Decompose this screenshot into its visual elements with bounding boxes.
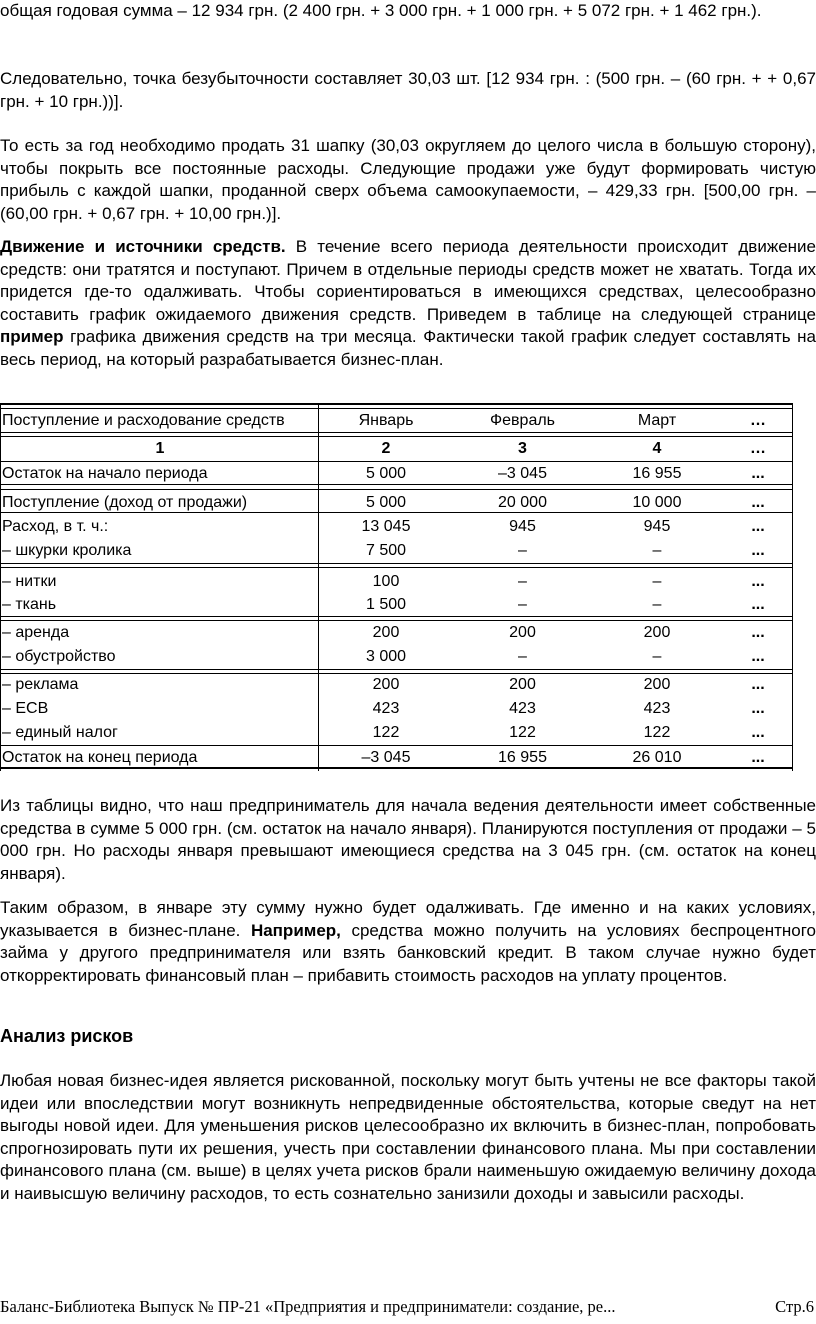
paragraph-table-analysis bbox=[0, 795, 816, 885]
table-header-cell: Январь bbox=[358, 412, 414, 429]
page-footer bbox=[0, 1297, 816, 1317]
table-cell: 7 500 bbox=[365, 542, 407, 559]
table-cell: 26 010 bbox=[632, 749, 682, 766]
table-cell: – единый налог bbox=[2, 724, 118, 741]
emphasis-text: пример bbox=[0, 327, 64, 346]
table-cell: 3 bbox=[518, 440, 527, 457]
table-cell: 423 bbox=[509, 700, 536, 717]
table-cell: 1 bbox=[155, 440, 165, 457]
table-cell: –3 045 bbox=[361, 749, 411, 766]
paragraph-text: В течение всего периода деятельности происходит движение средств: они тратятся и поступают. Причем в отдельные периоды средств может не хватать. Тогда их придется где-то одалживать. Чтобы сориентироваться в имеющихся средствах, целесообразно составить график ожидаемого движения средств. Приведем в таблице на следующей странице bbox=[0, 237, 816, 324]
paragraph-risk-analysis bbox=[0, 1070, 816, 1205]
paragraph-text: графика движения средств на три месяца. Фактически такой график следует составлять на весь период, на который разрабатывается бизнес-план. bbox=[0, 327, 816, 369]
table-numbering-row bbox=[0, 438, 793, 459]
table-cell: 16 955 bbox=[498, 749, 547, 766]
table-cell: 16 955 bbox=[632, 465, 682, 482]
table-border-left bbox=[0, 403, 1, 771]
table-row bbox=[0, 674, 793, 695]
table-cell: ... bbox=[751, 724, 765, 741]
table-row bbox=[0, 571, 793, 592]
table-cell: – bbox=[518, 542, 527, 559]
table-rule bbox=[0, 436, 793, 437]
page-number: Стр.6 bbox=[775, 1297, 814, 1316]
paragraph-text: Таким образом, в январе эту сумму нужно будет одалживать. Где именно и на каких условиях, указывается в бизнес-плане. bbox=[0, 898, 816, 940]
paragraph-break-even bbox=[0, 68, 816, 113]
table-cell: 122 bbox=[509, 724, 536, 741]
table-row bbox=[0, 646, 793, 667]
table-cell: – bbox=[652, 596, 662, 613]
table-cell: 122 bbox=[643, 724, 671, 741]
table-cell: – ткань bbox=[2, 596, 57, 613]
table-cell: 10 000 bbox=[632, 494, 682, 511]
table-rule bbox=[0, 745, 793, 746]
table-cell: … bbox=[750, 440, 766, 457]
table-cell: 3 000 bbox=[365, 648, 407, 665]
footer-text: Баланс-Библиотека Выпуск № ПР-21 «Предприятия и предприниматели: создание, ре... bbox=[0, 1297, 616, 1316]
table-cell: 1 500 bbox=[365, 596, 407, 613]
table-cell: ... bbox=[751, 676, 765, 693]
table-rule bbox=[0, 567, 793, 568]
table-rule bbox=[0, 616, 793, 617]
paragraph-text: средства можно получить на условиях беспроцентного займа у другого предпринимателя или взять банковский кредит. В таком случае нужно будет откорректировать финансовый план – прибавить стоимость расходов на уплату процентов. bbox=[0, 920, 816, 985]
table-cell: – bbox=[652, 573, 662, 590]
paragraph-annual-sum bbox=[0, 0, 816, 23]
paragraph-text: То есть за год необходимо продать 31 шапку (30,03 округляем до целого числа в большую сторону), чтобы покрыть все постоянные расходы. Следующие продажи уже будут формировать чистую прибыль с каждой шапки, проданной сверх объема самоокупаемости, – 429,33 грн. [500,00 грн. – (60,00 грн. + 0,67 грн. + 10,00 грн.)]. bbox=[0, 136, 816, 223]
table-cell: ... bbox=[751, 596, 765, 613]
table-cell: Остаток на начало периода bbox=[2, 465, 208, 482]
table-rule bbox=[0, 669, 793, 670]
table-cell: – bbox=[518, 573, 527, 590]
table-cell: 100 bbox=[372, 573, 400, 590]
table-cell: Остаток на конец периода bbox=[2, 749, 198, 766]
table-cell: 2 bbox=[381, 440, 391, 457]
table-cell: ... bbox=[751, 700, 765, 717]
paragraph-text: Любая новая бизнес-идея является рискованной, поскольку могут быть учтены не все факторы такой идеи или впоследствии могут возникнуть непредвиденные обстоятельства, которые сведут на нет выгоды новой идеи. Для уменьшения рисков целесообразно их включить в бизнес-план, попробовать спрогнозировать пути их решения, учесть при составлении финансового плана. Мы при составлении финансового плана (см. выше) в целях учета рисков брали наименьшую ожидаемую величину дохода и наивысшую величину расходов, то есть сознательно занизили доходы и завысили расходы. bbox=[0, 1071, 816, 1203]
table-rule bbox=[0, 484, 793, 485]
table-cell: –3 045 bbox=[498, 465, 547, 482]
table-header-cell: … bbox=[750, 412, 766, 429]
table-cell: 200 bbox=[509, 624, 536, 641]
table-cell: 200 bbox=[643, 676, 671, 693]
table-cell: 945 bbox=[643, 518, 671, 535]
paragraph-cash-flow bbox=[0, 236, 816, 371]
paragraph-text: Следовательно, точка безубыточности составляет 30,03 шт. [12 934 грн. : (500 грн. – (60 грн. + + 0,67 грн. + 10 грн.))]. bbox=[0, 69, 816, 111]
table-cell: 20 000 bbox=[498, 494, 547, 511]
table-cell: ... bbox=[751, 624, 765, 641]
table-cell: – обустройство bbox=[2, 648, 116, 665]
table-cell: 945 bbox=[509, 518, 536, 535]
section-heading: Анализ рисков bbox=[0, 1026, 134, 1046]
table-rule bbox=[0, 620, 793, 621]
table-cell: ... bbox=[751, 518, 765, 535]
table-cell: – bbox=[518, 596, 527, 613]
table-row bbox=[0, 594, 793, 615]
table-cell: – ЕСВ bbox=[2, 700, 49, 717]
table-cell: ... bbox=[751, 494, 765, 511]
table-cell: ... bbox=[751, 749, 765, 766]
table-cell: 200 bbox=[372, 624, 400, 641]
table-cell: 13 045 bbox=[361, 518, 411, 535]
paragraph-text: Из таблицы видно, что наш предприниматель для начала ведения деятельности имеет собственные средства в сумме 5 000 грн. (см. остаток на начало января). Планируются поступления от продажи – 5 000 грн. Но расходы января превышают имеющиеся средства на 3 045 грн. (см. остаток на конец января). bbox=[0, 796, 816, 883]
table-cell: Расход, в т. ч.: bbox=[2, 518, 109, 535]
table-rule bbox=[0, 673, 793, 674]
table-row bbox=[0, 722, 793, 743]
table-cell: – bbox=[652, 542, 662, 559]
table-cell: – bbox=[518, 648, 527, 665]
table-cell: 200 bbox=[509, 676, 536, 693]
table-cell: Поступление (доход от продажи) bbox=[2, 494, 248, 511]
table-cell: 5 000 bbox=[365, 494, 407, 511]
table-cell: – аренда bbox=[2, 624, 70, 641]
table-border-right bbox=[792, 403, 793, 771]
table-row bbox=[0, 698, 793, 719]
table-header-cell: Февраль bbox=[489, 412, 556, 429]
table-border-top-inner bbox=[0, 408, 793, 409]
table-row bbox=[0, 540, 793, 561]
paragraph-sales-volume bbox=[0, 135, 816, 225]
table-header-row bbox=[0, 410, 793, 431]
table-cell: 200 bbox=[643, 624, 671, 641]
table-cell: – шкурки кролика bbox=[2, 542, 132, 559]
paragraph-text: общая годовая сумма – 12 934 грн. (2 400 грн. + 3 000 грн. + 1 000 грн. + 5 072 грн. + 1 462 грн.). bbox=[0, 1, 762, 20]
table-rule bbox=[0, 489, 793, 490]
table-border-top bbox=[0, 403, 793, 405]
paragraph-borrowing bbox=[0, 897, 816, 987]
table-cell: – bbox=[652, 648, 662, 665]
table-rule bbox=[0, 512, 793, 513]
table-header-cell: Март bbox=[637, 412, 677, 429]
table-cell: ... bbox=[751, 542, 765, 559]
table-column-divider bbox=[318, 403, 319, 771]
table-rule bbox=[0, 432, 793, 433]
table-row bbox=[0, 516, 793, 537]
table-cell: 5 000 bbox=[365, 465, 407, 482]
table-cell: 423 bbox=[643, 700, 671, 717]
table-border-bottom bbox=[0, 767, 793, 769]
table-cell: ... bbox=[751, 465, 765, 482]
table-row bbox=[0, 622, 793, 643]
table-header-cell: Поступление и расходование средств bbox=[2, 412, 285, 429]
table-cell: 423 bbox=[372, 700, 400, 717]
table-cell: ... bbox=[751, 573, 765, 590]
table-rule bbox=[0, 461, 793, 462]
table-row bbox=[0, 492, 793, 513]
table-cell: 4 bbox=[652, 440, 662, 457]
table-cell: ... bbox=[751, 648, 765, 665]
table-cell: 122 bbox=[372, 724, 400, 741]
table-row bbox=[0, 463, 793, 484]
section-title-inline: Движение и источники средств. bbox=[0, 237, 286, 256]
table-cell: – нитки bbox=[2, 573, 57, 590]
table-cell: – реклама bbox=[2, 676, 79, 693]
table-cell: 200 bbox=[372, 676, 400, 693]
emphasis-text: Например, bbox=[250, 920, 341, 940]
table-row bbox=[0, 747, 793, 768]
table-rule bbox=[0, 563, 793, 564]
